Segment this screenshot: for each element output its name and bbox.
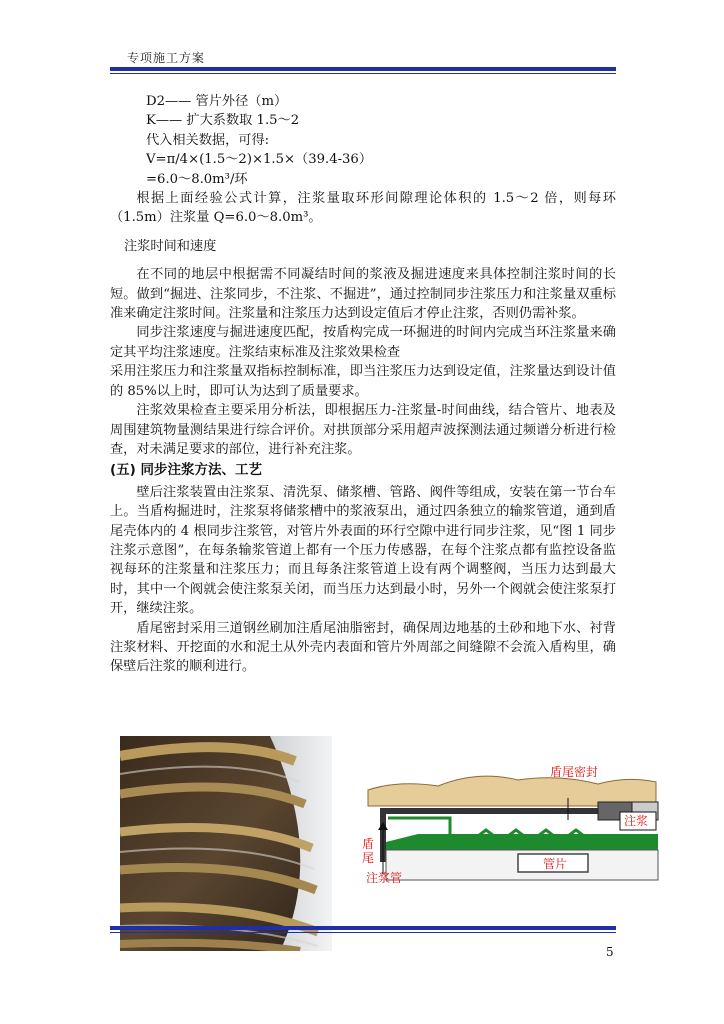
label-shield-tail-2: 尾 (362, 851, 375, 865)
paragraph-grouting-time-1: 在不同的地层中根据需不同凝结时间的浆液及掘进速度来具体控制注浆时间的长短。做到“掘进、注浆同步，不注浆、不掘进”，通过控制同步注浆压力和注浆量双重标准来确定注浆时间。注浆量和注浆压力达到设定值后才停止注浆，否则仍需补浆。 (110, 267, 616, 322)
paragraph-method-1: 壁后注浆装置由注浆泵、清洗泵、储浆槽、管路、阀件等组成，安装在第一节台车上。当盾构掘进时，注浆泵将储浆槽中的浆液泵出，通过四条独立的输浆管道，通到盾尾壳体内的 4 根同步注浆管，对管片外表面的环行空隙中进行同步注浆，见“图 1 同步注浆示意图”，在每条输浆管道上都有一个压力传感器，在每个注浆点都有监控设备监视每环的注浆量和注浆压力；而且每条注浆管道上设有两个调整阀，当压力达到最大时，其中一个阀就会使注浆泵关闭，而当压力达到最小时，另外一个阀就会使注浆泵打开，继续注浆。 (110, 484, 616, 617)
formula-result: =6.0～8.0m³/环 (146, 171, 248, 187)
section-heading-method: (五) 同步注浆方法、工艺 (110, 462, 263, 479)
footer-rule-thin (110, 932, 616, 933)
tunnel-segment-photo (120, 736, 332, 951)
label-tail-seal: 盾尾密封 (550, 765, 599, 779)
formula-k-definition: K—— 扩大系数取 1.5～2 (146, 113, 300, 129)
label-shield-tail-1: 盾 (362, 837, 375, 851)
formula-substitute-line: 代入相关数据，可得: (146, 132, 270, 148)
paragraph-grouting-time-4: 注浆效果检查主要采用分析法，即根据压力-注浆量-时间曲线，结合管片、地表及周围建筑物量测结果进行综合评价。对拱顶部分采用超声波探测法通过频谱分析进行检查，对未满足要求的部位，进行补充注浆。 (110, 403, 616, 457)
subheading-grouting-time: 注浆时间和速度 (124, 238, 217, 254)
formula-d2-definition: D2—— 管片外径（m） (146, 94, 288, 109)
document-body (110, 92, 616, 677)
volume-conclusion-paragraph: 根据上面经验公式计算，注浆量取环形间隙理论体积的 1.5～2 倍，则每环（1.5m）注浆量 Q=6.0～8.0m³。 (110, 191, 616, 226)
paragraph-grouting-time-3: 采用注浆压力和注浆量双指标控制标准，即当注浆压力达到设定值，注浆量达到设计值的 85%以上时，即可认为达到了质量要求。 (110, 364, 616, 399)
label-grout-pipe: 注浆管 (366, 871, 403, 885)
grout-layer (386, 834, 658, 850)
formula-calculation: V=π/4×(1.5～2)×1.5×（39.4-36） (146, 152, 373, 168)
header-rule-thin (110, 73, 616, 74)
shield-shell (380, 808, 610, 814)
paragraph-grouting-time-2: 同步注浆速度与掘进速度匹配，按盾构完成一环掘进的时间内完成当环注浆量来确定其平均注浆速度。注浆结束标准及注浆效果检查 (110, 325, 616, 360)
page-number: 5 (606, 945, 614, 959)
label-grouting: 注浆 (624, 814, 649, 828)
header-rule (110, 67, 616, 71)
header-title: 专项施工方案 (127, 51, 206, 65)
grouting-schematic-diagram (358, 762, 668, 888)
paragraph-method-2: 盾尾密封采用三道钢丝刷加注盾尾油脂密封，确保周边地基的土砂和地下水、衬背注浆材料、开挖面的水和泥土从外壳内表面和管片外周部之间缝隙不会流入盾构里，确保壁后注浆的顺利进行。 (110, 620, 616, 675)
label-segment: 管片 (543, 857, 568, 871)
footer-rule (110, 926, 616, 930)
